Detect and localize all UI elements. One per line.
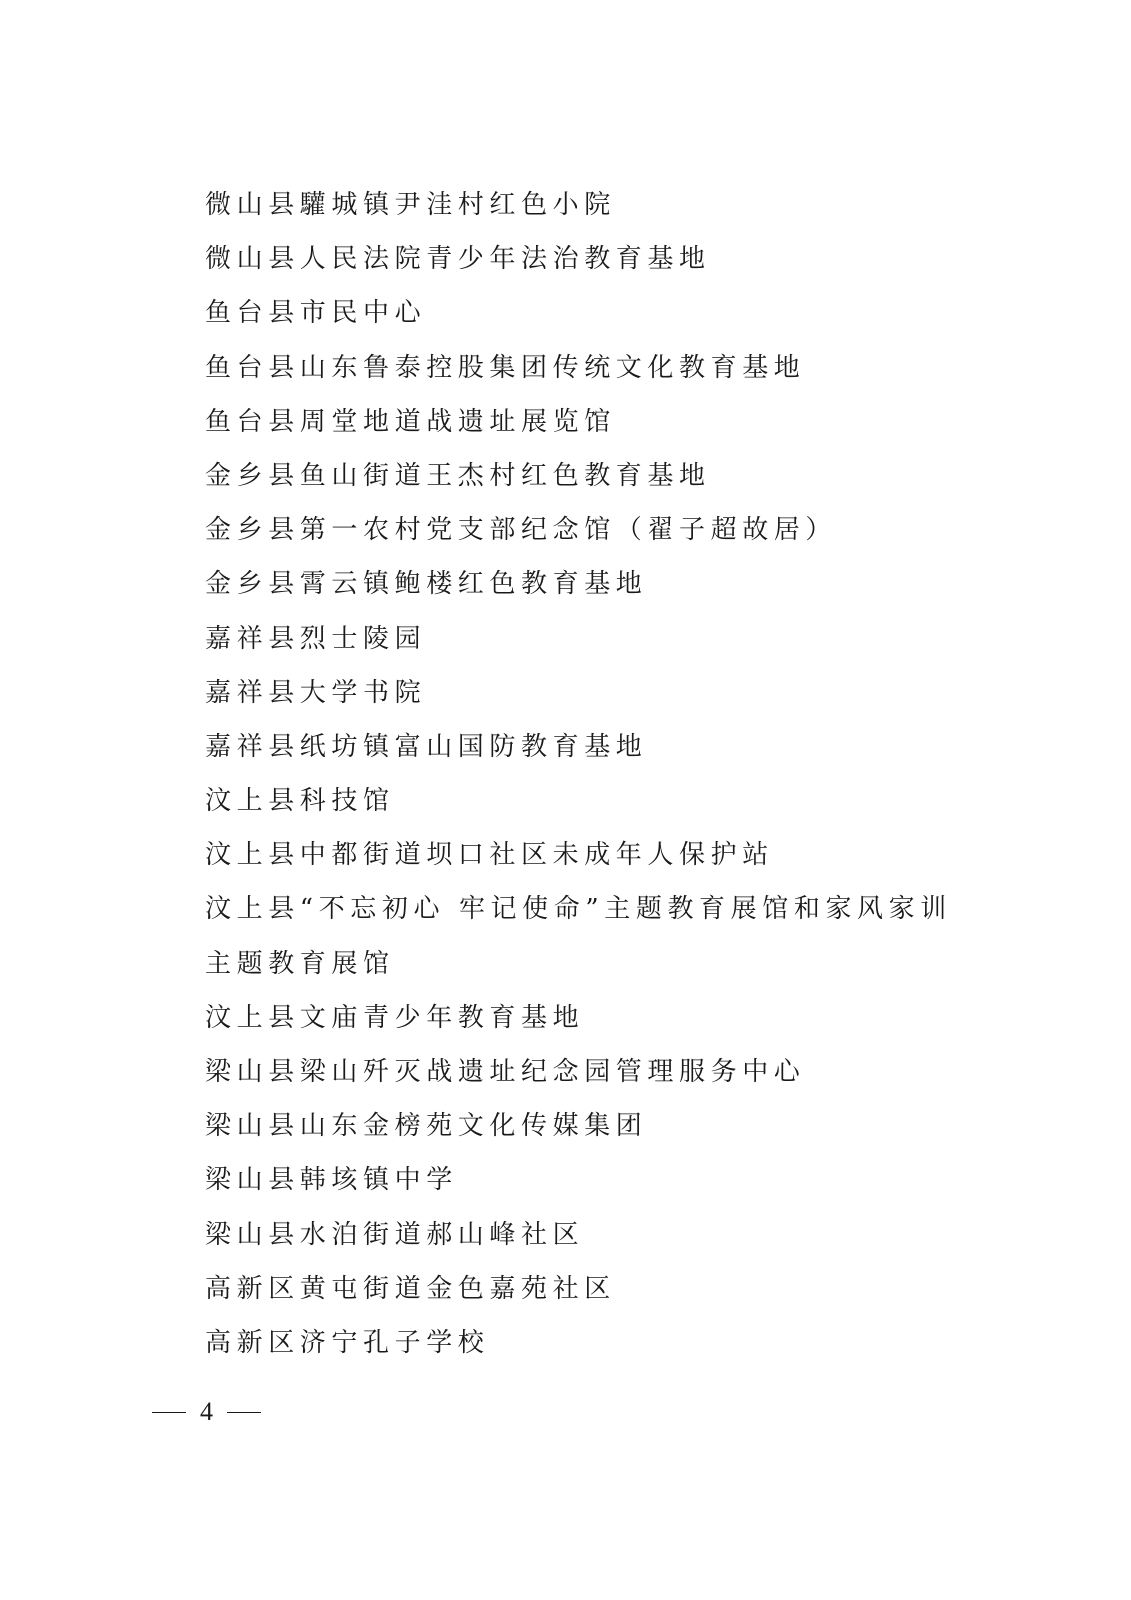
list-item-continuation: 主题教育展馆 — [205, 948, 395, 979]
list-item: 鱼台县周堂地道战遗址展览馆 — [205, 406, 616, 437]
list-item: 汶上县“不忘初心 牢记使命”主题教育展馆和家风家训 — [205, 894, 952, 925]
list-item: 汶上县文庙青少年教育基地 — [205, 1002, 585, 1033]
page-number: 4 — [200, 1397, 213, 1426]
list-item: 鱼台县山东鲁泰控股集团传统文化教育基地 — [205, 352, 806, 383]
list-item: 汶上县科技馆 — [205, 786, 395, 817]
list-item: 汶上县中都街道坝口社区未成年人保护站 — [205, 840, 774, 871]
list-item: 嘉祥县大学书院 — [205, 677, 427, 708]
list-item: 微山县人民法院青少年法治教育基地 — [205, 244, 711, 275]
list-item: 梁山县韩垓镇中学 — [205, 1165, 458, 1196]
base-list — [205, 178, 1005, 1370]
footer-dash-right — [227, 1412, 261, 1413]
list-item: 金乡县鱼山街道王杰村红色教育基地 — [205, 460, 711, 491]
list-item: 高新区黄屯街道金色嘉苑社区 — [205, 1273, 616, 1304]
list-item: 梁山县水泊街道郝山峰社区 — [205, 1219, 585, 1250]
list-item: 鱼台县市民中心 — [205, 298, 427, 329]
page-footer — [152, 1392, 261, 1432]
footer-dash-left — [152, 1412, 186, 1413]
list-item: 微山县驩城镇尹洼村红色小院 — [205, 190, 616, 220]
list-item: 嘉祥县纸坊镇富山国防教育基地 — [205, 731, 648, 762]
list-item: 金乡县霄云镇鲍楼红色教育基地 — [205, 569, 648, 600]
list-item: 金乡县第一农村党支部纪念馆（翟子超故居） — [205, 515, 838, 546]
list-item: 梁山县梁山歼灭战遗址纪念园管理服务中心 — [205, 1057, 806, 1087]
list-item: 高新区济宁孔子学校 — [205, 1327, 490, 1358]
list-item: 嘉祥县烈士陵园 — [205, 623, 427, 654]
list-item: 梁山县山东金榜苑文化传媒集团 — [205, 1111, 648, 1142]
